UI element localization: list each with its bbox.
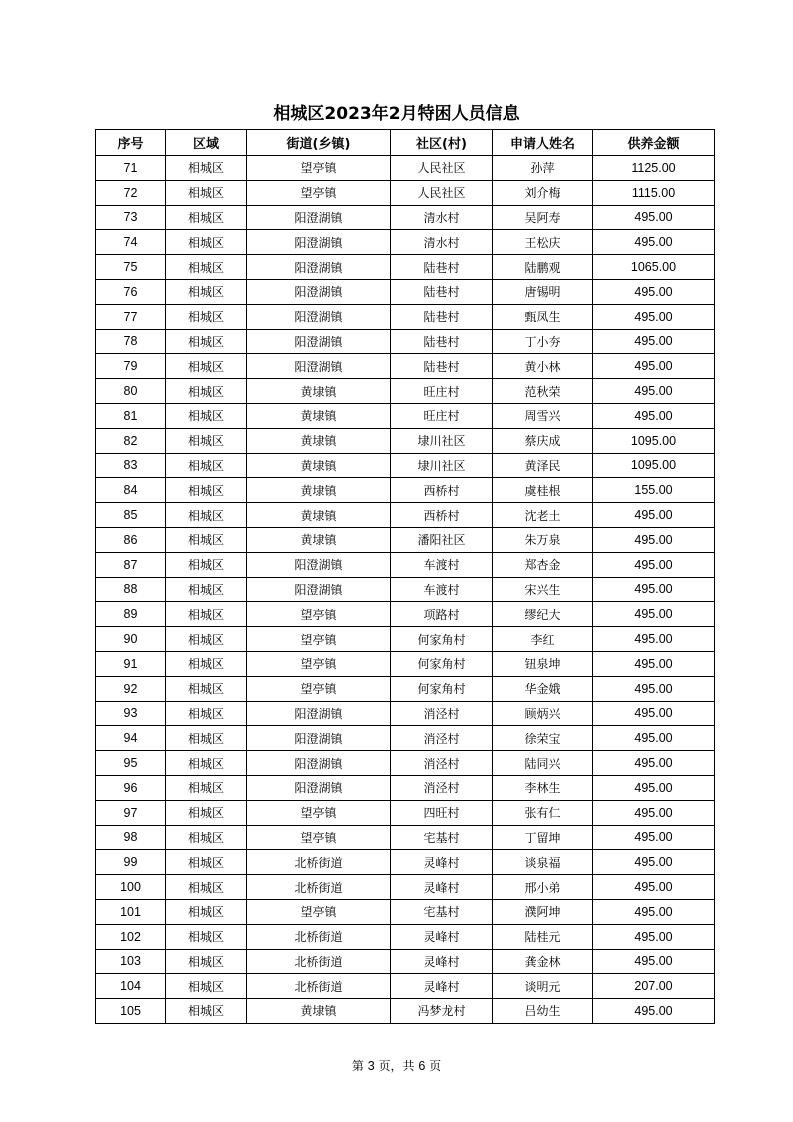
- cell-region: 相城区: [166, 478, 247, 503]
- table-row: [96, 924, 715, 949]
- table-body: [96, 156, 715, 1024]
- cell-street: 阳澄湖镇: [247, 304, 391, 329]
- cell-community: 灵峰村: [391, 949, 493, 974]
- cell-street: 阳澄湖镇: [247, 775, 391, 800]
- cell-support-amount: 495.00: [593, 279, 715, 304]
- table-row: [96, 230, 715, 255]
- cell-applicant-name: 沈老土: [493, 503, 593, 528]
- cell-applicant-name: 陆同兴: [493, 751, 593, 776]
- cell-region: 相城区: [166, 775, 247, 800]
- cell-index: 101: [96, 899, 166, 924]
- cell-index: 100: [96, 875, 166, 900]
- cell-index: 96: [96, 775, 166, 800]
- cell-community: 清水村: [391, 230, 493, 255]
- cell-applicant-name: 吕幼生: [493, 999, 593, 1024]
- cell-index: 83: [96, 453, 166, 478]
- table-row: [96, 949, 715, 974]
- cell-index: 76: [96, 279, 166, 304]
- cell-community: 西桥村: [391, 478, 493, 503]
- footer-total-pages: 6: [418, 1059, 426, 1073]
- cell-index: 88: [96, 577, 166, 602]
- cell-support-amount: 495.00: [593, 329, 715, 354]
- cell-region: 相城区: [166, 924, 247, 949]
- table-row: [96, 751, 715, 776]
- cell-support-amount: 495.00: [593, 949, 715, 974]
- cell-community: 消泾村: [391, 726, 493, 751]
- cell-support-amount: 495.00: [593, 304, 715, 329]
- cell-support-amount: 495.00: [593, 379, 715, 404]
- cell-index: 73: [96, 205, 166, 230]
- cell-region: 相城区: [166, 974, 247, 999]
- table-row: [96, 255, 715, 280]
- table-row: [96, 999, 715, 1024]
- cell-applicant-name: 邢小弟: [493, 875, 593, 900]
- cell-community: 旺庄村: [391, 403, 493, 428]
- cell-index: 78: [96, 329, 166, 354]
- cell-index: 75: [96, 255, 166, 280]
- cell-support-amount: 495.00: [593, 577, 715, 602]
- cell-street: 阳澄湖镇: [247, 329, 391, 354]
- cell-index: 90: [96, 627, 166, 652]
- table-row: [96, 180, 715, 205]
- cell-region: 相城区: [166, 676, 247, 701]
- cell-community: 清水村: [391, 205, 493, 230]
- cell-index: 77: [96, 304, 166, 329]
- cell-support-amount: 495.00: [593, 999, 715, 1024]
- table-row: [96, 800, 715, 825]
- cell-region: 相城区: [166, 602, 247, 627]
- cell-applicant-name: 陆鹏观: [493, 255, 593, 280]
- cell-community: 人民社区: [391, 156, 493, 181]
- cell-street: 望亭镇: [247, 180, 391, 205]
- cell-community: 项路村: [391, 602, 493, 627]
- cell-applicant-name: 丁留坤: [493, 825, 593, 850]
- table-row: [96, 875, 715, 900]
- table-row: [96, 899, 715, 924]
- cell-street: 阳澄湖镇: [247, 205, 391, 230]
- footer-middle: 页，共: [374, 1059, 419, 1073]
- cell-index: 74: [96, 230, 166, 255]
- cell-support-amount: 1115.00: [593, 180, 715, 205]
- table-row: [96, 726, 715, 751]
- cell-index: 95: [96, 751, 166, 776]
- table-row: [96, 527, 715, 552]
- table-row: [96, 453, 715, 478]
- cell-applicant-name: 钮泉坤: [493, 651, 593, 676]
- cell-region: 相城区: [166, 800, 247, 825]
- cell-applicant-name: 唐锡明: [493, 279, 593, 304]
- cell-index: 98: [96, 825, 166, 850]
- cell-street: 黄埭镇: [247, 379, 391, 404]
- cell-applicant-name: 甄凤生: [493, 304, 593, 329]
- cell-support-amount: 155.00: [593, 478, 715, 503]
- cell-community: 何家角村: [391, 651, 493, 676]
- cell-region: 相城区: [166, 701, 247, 726]
- cell-applicant-name: 王松庆: [493, 230, 593, 255]
- cell-region: 相城区: [166, 552, 247, 577]
- cell-region: 相城区: [166, 850, 247, 875]
- personnel-table: [95, 129, 715, 1024]
- cell-street: 望亭镇: [247, 899, 391, 924]
- cell-region: 相城区: [166, 726, 247, 751]
- cell-applicant-name: 周雪兴: [493, 403, 593, 428]
- col-header-street: 街道(乡镇): [247, 130, 391, 156]
- cell-street: 黄埭镇: [247, 478, 391, 503]
- cell-street: 北桥街道: [247, 850, 391, 875]
- cell-support-amount: 1125.00: [593, 156, 715, 181]
- cell-community: 何家角村: [391, 627, 493, 652]
- cell-support-amount: 495.00: [593, 800, 715, 825]
- cell-applicant-name: 张有仁: [493, 800, 593, 825]
- table-row: [96, 503, 715, 528]
- cell-applicant-name: 缪纪大: [493, 602, 593, 627]
- table-row: [96, 775, 715, 800]
- table-row: [96, 627, 715, 652]
- cell-region: 相城区: [166, 577, 247, 602]
- cell-applicant-name: 黄泽民: [493, 453, 593, 478]
- cell-region: 相城区: [166, 825, 247, 850]
- cell-community: 埭川社区: [391, 428, 493, 453]
- table-row: [96, 974, 715, 999]
- cell-applicant-name: 华金娥: [493, 676, 593, 701]
- cell-support-amount: 495.00: [593, 354, 715, 379]
- cell-community: 西桥村: [391, 503, 493, 528]
- cell-region: 相城区: [166, 875, 247, 900]
- col-header-support-amount: 供养金额: [593, 130, 715, 156]
- cell-region: 相城区: [166, 230, 247, 255]
- col-header-index: 序号: [96, 130, 166, 156]
- cell-region: 相城区: [166, 999, 247, 1024]
- cell-index: 89: [96, 602, 166, 627]
- table-row: [96, 602, 715, 627]
- cell-community: 潘阳社区: [391, 527, 493, 552]
- header-row: [96, 130, 715, 156]
- table-row: [96, 701, 715, 726]
- cell-region: 相城区: [166, 205, 247, 230]
- cell-support-amount: 495.00: [593, 825, 715, 850]
- cell-community: 消泾村: [391, 751, 493, 776]
- cell-community: 灵峰村: [391, 850, 493, 875]
- cell-street: 黄埭镇: [247, 527, 391, 552]
- cell-support-amount: 495.00: [593, 602, 715, 627]
- cell-street: 阳澄湖镇: [247, 354, 391, 379]
- cell-region: 相城区: [166, 651, 247, 676]
- cell-street: 阳澄湖镇: [247, 230, 391, 255]
- cell-index: 105: [96, 999, 166, 1024]
- cell-applicant-name: 宋兴生: [493, 577, 593, 602]
- cell-support-amount: 495.00: [593, 726, 715, 751]
- cell-index: 91: [96, 651, 166, 676]
- cell-applicant-name: 孙萍: [493, 156, 593, 181]
- cell-applicant-name: 谈明元: [493, 974, 593, 999]
- table-row: [96, 825, 715, 850]
- cell-support-amount: 495.00: [593, 850, 715, 875]
- cell-region: 相城区: [166, 899, 247, 924]
- cell-region: 相城区: [166, 379, 247, 404]
- cell-index: 72: [96, 180, 166, 205]
- cell-community: 车渡村: [391, 577, 493, 602]
- cell-community: 宅基村: [391, 825, 493, 850]
- cell-applicant-name: 范秋荣: [493, 379, 593, 404]
- footer-suffix: 页: [425, 1059, 442, 1073]
- cell-applicant-name: 朱万泉: [493, 527, 593, 552]
- cell-support-amount: 1095.00: [593, 428, 715, 453]
- table-row: [96, 379, 715, 404]
- table-row: [96, 651, 715, 676]
- cell-community: 灵峰村: [391, 974, 493, 999]
- cell-street: 望亭镇: [247, 651, 391, 676]
- cell-index: 102: [96, 924, 166, 949]
- cell-index: 71: [96, 156, 166, 181]
- cell-community: 旺庄村: [391, 379, 493, 404]
- cell-index: 99: [96, 850, 166, 875]
- cell-support-amount: 1095.00: [593, 453, 715, 478]
- cell-community: 灵峰村: [391, 875, 493, 900]
- cell-support-amount: 495.00: [593, 527, 715, 552]
- table-row: [96, 156, 715, 181]
- table-row: [96, 205, 715, 230]
- cell-region: 相城区: [166, 453, 247, 478]
- cell-support-amount: 495.00: [593, 552, 715, 577]
- cell-support-amount: 207.00: [593, 974, 715, 999]
- cell-support-amount: 495.00: [593, 751, 715, 776]
- table-row: [96, 478, 715, 503]
- cell-street: 望亭镇: [247, 627, 391, 652]
- cell-support-amount: 495.00: [593, 875, 715, 900]
- cell-community: 陆巷村: [391, 304, 493, 329]
- cell-support-amount: 495.00: [593, 924, 715, 949]
- page-title: 相城区2023年2月特困人员信息: [273, 104, 520, 124]
- cell-region: 相城区: [166, 255, 247, 280]
- cell-region: 相城区: [166, 403, 247, 428]
- cell-applicant-name: 徐荣宝: [493, 726, 593, 751]
- table-row: [96, 577, 715, 602]
- table-row: [96, 676, 715, 701]
- cell-community: 宅基村: [391, 899, 493, 924]
- table-row: [96, 279, 715, 304]
- cell-applicant-name: 龚金林: [493, 949, 593, 974]
- cell-street: 阳澄湖镇: [247, 726, 391, 751]
- cell-region: 相城区: [166, 527, 247, 552]
- cell-region: 相城区: [166, 304, 247, 329]
- cell-community: 四旺村: [391, 800, 493, 825]
- cell-applicant-name: 虞桂根: [493, 478, 593, 503]
- col-header-region: 区域: [166, 130, 247, 156]
- cell-region: 相城区: [166, 751, 247, 776]
- cell-street: 黄埭镇: [247, 428, 391, 453]
- cell-applicant-name: 刘介梅: [493, 180, 593, 205]
- cell-street: 北桥街道: [247, 949, 391, 974]
- cell-index: 80: [96, 379, 166, 404]
- cell-street: 阳澄湖镇: [247, 577, 391, 602]
- cell-index: 103: [96, 949, 166, 974]
- cell-support-amount: 495.00: [593, 230, 715, 255]
- cell-community: 何家角村: [391, 676, 493, 701]
- cell-community: 灵峰村: [391, 924, 493, 949]
- cell-index: 82: [96, 428, 166, 453]
- cell-index: 86: [96, 527, 166, 552]
- cell-street: 阳澄湖镇: [247, 552, 391, 577]
- col-header-community: 社区(村): [391, 130, 493, 156]
- cell-index: 104: [96, 974, 166, 999]
- footer-page-number: 3: [367, 1059, 375, 1073]
- cell-region: 相城区: [166, 627, 247, 652]
- cell-community: 人民社区: [391, 180, 493, 205]
- cell-region: 相城区: [166, 949, 247, 974]
- cell-street: 北桥街道: [247, 875, 391, 900]
- cell-street: 黄埭镇: [247, 453, 391, 478]
- table-row: [96, 428, 715, 453]
- cell-region: 相城区: [166, 428, 247, 453]
- cell-index: 87: [96, 552, 166, 577]
- cell-street: 黄埭镇: [247, 403, 391, 428]
- cell-support-amount: 495.00: [593, 775, 715, 800]
- cell-street: 望亭镇: [247, 825, 391, 850]
- footer-prefix: 第: [351, 1059, 368, 1073]
- cell-support-amount: 495.00: [593, 676, 715, 701]
- cell-street: 阳澄湖镇: [247, 751, 391, 776]
- cell-support-amount: 495.00: [593, 503, 715, 528]
- cell-support-amount: 495.00: [593, 403, 715, 428]
- cell-community: 陆巷村: [391, 279, 493, 304]
- table-row: [96, 329, 715, 354]
- cell-index: 84: [96, 478, 166, 503]
- cell-community: 车渡村: [391, 552, 493, 577]
- cell-street: 阳澄湖镇: [247, 255, 391, 280]
- cell-street: 黄埭镇: [247, 999, 391, 1024]
- cell-applicant-name: 黄小林: [493, 354, 593, 379]
- cell-support-amount: 495.00: [593, 205, 715, 230]
- cell-street: 望亭镇: [247, 676, 391, 701]
- table-row: [96, 850, 715, 875]
- table-row: [96, 354, 715, 379]
- table-header: [96, 130, 715, 156]
- cell-support-amount: 495.00: [593, 651, 715, 676]
- cell-applicant-name: 顾炳兴: [493, 701, 593, 726]
- cell-street: 阳澄湖镇: [247, 279, 391, 304]
- cell-region: 相城区: [166, 156, 247, 181]
- cell-support-amount: 495.00: [593, 701, 715, 726]
- cell-street: 望亭镇: [247, 156, 391, 181]
- cell-community: 消泾村: [391, 775, 493, 800]
- cell-index: 85: [96, 503, 166, 528]
- cell-applicant-name: 郑杏金: [493, 552, 593, 577]
- cell-community: 冯梦龙村: [391, 999, 493, 1024]
- table-row: [96, 403, 715, 428]
- cell-street: 阳澄湖镇: [247, 701, 391, 726]
- page-footer: [0, 1057, 793, 1074]
- table-row: [96, 304, 715, 329]
- cell-region: 相城区: [166, 279, 247, 304]
- table-row: [96, 552, 715, 577]
- cell-street: 北桥街道: [247, 924, 391, 949]
- cell-street: 北桥街道: [247, 974, 391, 999]
- cell-support-amount: 495.00: [593, 627, 715, 652]
- cell-community: 埭川社区: [391, 453, 493, 478]
- cell-region: 相城区: [166, 354, 247, 379]
- cell-community: 消泾村: [391, 701, 493, 726]
- cell-index: 97: [96, 800, 166, 825]
- cell-region: 相城区: [166, 503, 247, 528]
- cell-region: 相城区: [166, 180, 247, 205]
- cell-street: 望亭镇: [247, 800, 391, 825]
- cell-support-amount: 1065.00: [593, 255, 715, 280]
- cell-index: 93: [96, 701, 166, 726]
- cell-index: 94: [96, 726, 166, 751]
- cell-applicant-name: 陆桂元: [493, 924, 593, 949]
- cell-region: 相城区: [166, 329, 247, 354]
- cell-street: 黄埭镇: [247, 503, 391, 528]
- col-header-applicant-name: 申请人姓名: [493, 130, 593, 156]
- cell-support-amount: 495.00: [593, 899, 715, 924]
- cell-index: 81: [96, 403, 166, 428]
- cell-community: 陆巷村: [391, 354, 493, 379]
- cell-applicant-name: 濮阿坤: [493, 899, 593, 924]
- cell-applicant-name: 谈泉福: [493, 850, 593, 875]
- cell-street: 望亭镇: [247, 602, 391, 627]
- cell-applicant-name: 李红: [493, 627, 593, 652]
- cell-applicant-name: 蔡庆成: [493, 428, 593, 453]
- cell-community: 陆巷村: [391, 255, 493, 280]
- cell-index: 92: [96, 676, 166, 701]
- cell-applicant-name: 吴阿寿: [493, 205, 593, 230]
- cell-applicant-name: 李林生: [493, 775, 593, 800]
- cell-applicant-name: 丁小夯: [493, 329, 593, 354]
- cell-community: 陆巷村: [391, 329, 493, 354]
- cell-index: 79: [96, 354, 166, 379]
